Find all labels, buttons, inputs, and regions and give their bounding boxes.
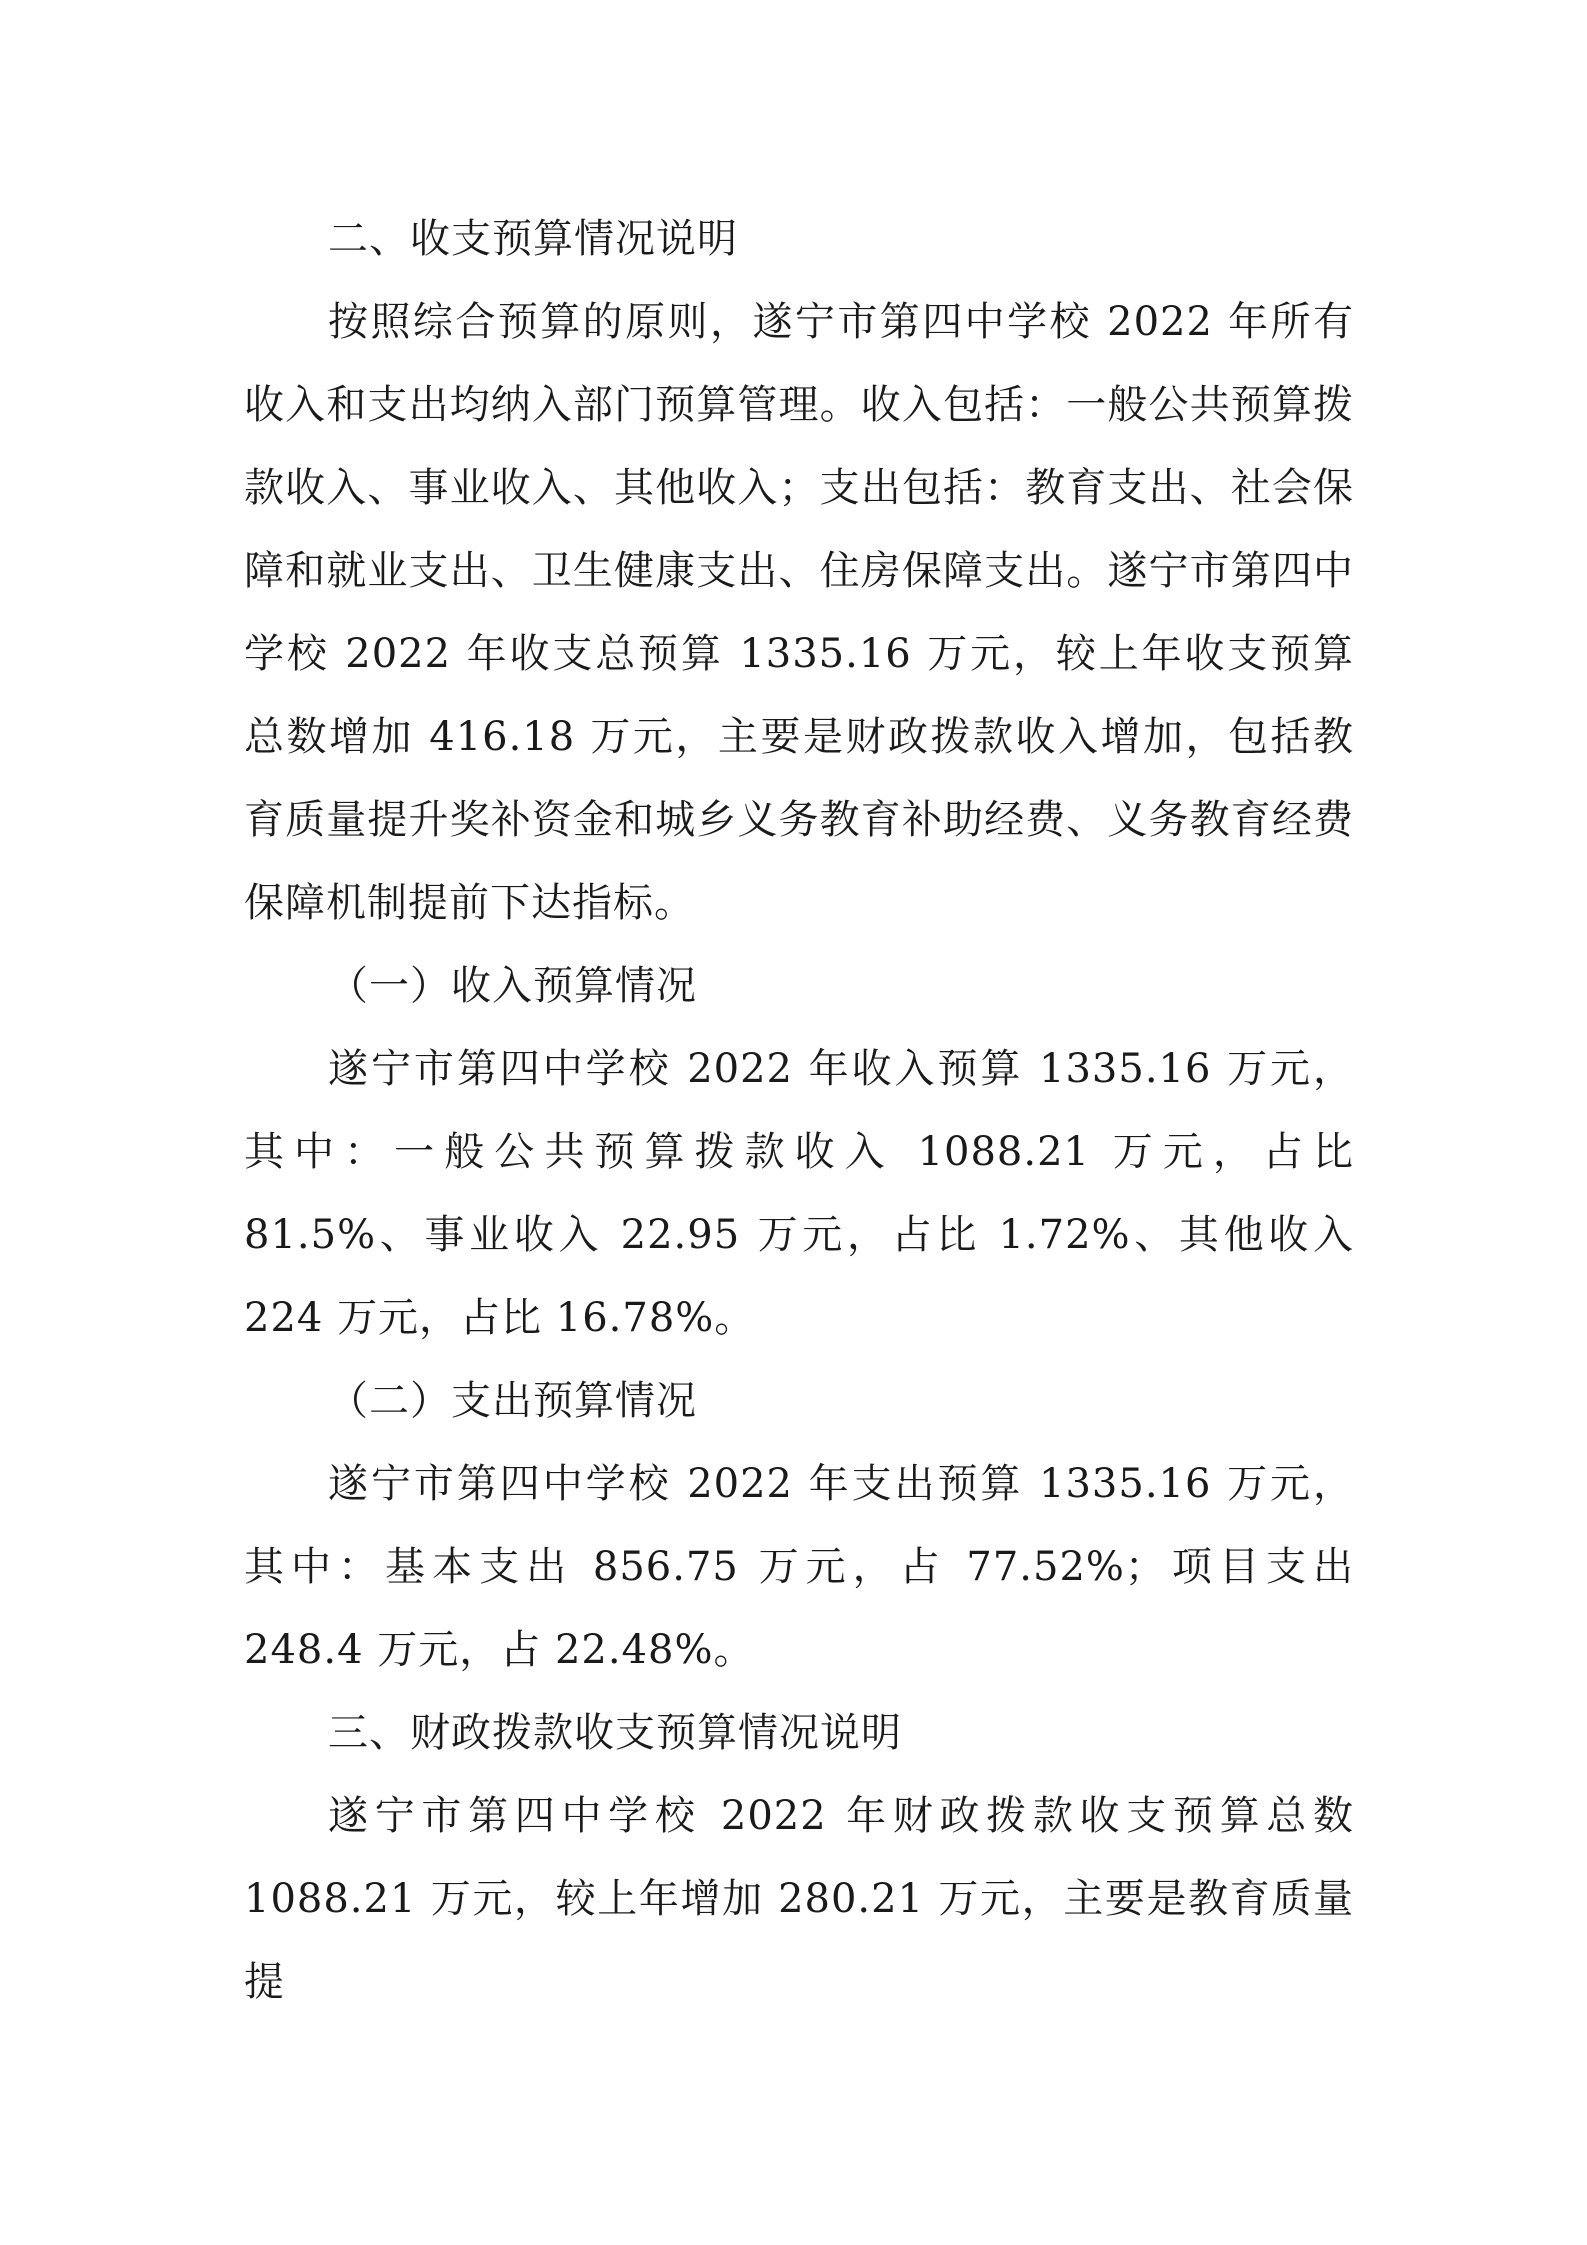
subheading-expenditure-budget: （二）支出预算情况	[328, 1378, 697, 1424]
paragraph-fiscal-appropriation: 遂宁市第四中学校 2022 年财政拨款收支预算总数 1088.21 万元，较上年增加 280.21 万元，主要是教育质量提	[244, 1793, 1354, 2005]
paragraph-income-budget: 遂宁市第四中学校 2022 年收入预算 1335.16 万元，其中：一般公共预算拨款收入 1088.21 万元，占比 81.5%、事业收入 22.95 万元，占比 1.72%、其他收入 224 万元，占比 16.78%。	[244, 1046, 1354, 1341]
document-body	[244, 198, 1354, 2024]
paragraph-budget-overview: 按照综合预算的原则，遂宁市第四中学校 2022 年所有收入和支出均纳入部门预算管理。收入包括：一般公共预算拨款收入、事业收入、其他收入；支出包括：教育支出、社会保障和就业支出、卫生健康支出、住房保障支出。遂宁市第四中学校 2022 年收支总预算 1335.16 万元，较上年收支预算总数增加 416.18 万元，主要是财政拨款收入增加，包括教育质量提升奖补资金和城乡义务教育补助经费、义务教育经费保障机制提前下达指标。	[244, 299, 1354, 926]
subheading-income-budget: （一）收入预算情况	[328, 963, 697, 1009]
section-heading-fiscal-appropriation: 三、财政拨款收支预算情况说明	[328, 1710, 902, 1756]
paragraph-expenditure-budget: 遂宁市第四中学校 2022 年支出预算 1335.16 万元，其中：基本支出 856.75 万元，占 77.52%；项目支出 248.4 万元，占 22.48%。	[244, 1461, 1354, 1673]
section-heading-budget-overview: 二、收支预算情况说明	[328, 216, 738, 262]
